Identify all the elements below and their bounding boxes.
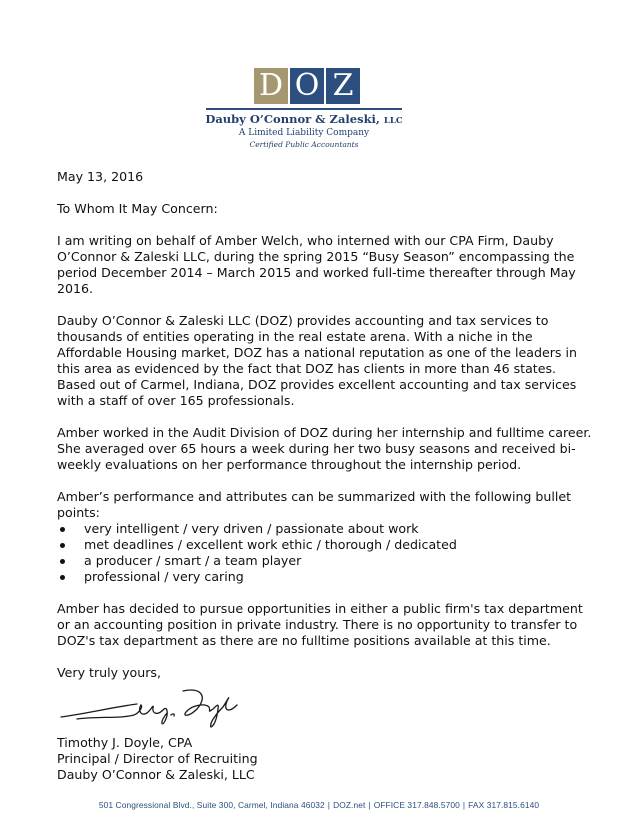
footer-separator: |: [327, 800, 331, 810]
attribute-list: [57, 521, 597, 585]
footer-office-phone: OFFICE 317.848.5700: [373, 800, 460, 810]
footer-separator: |: [462, 800, 466, 810]
list-item: professional / very caring: [57, 569, 597, 585]
paragraph-role: Amber worked in the Audit Division of DOZ during her internship and fulltime career. She averaged over 65 hours a week during her two busy seasons and received bi-weekly evaluations on her performance throughout the internship period.: [57, 425, 592, 472]
footer-address: 501 Congressional Blvd., Suite 300, Carmel, Indiana 46032: [98, 800, 325, 810]
list-item: very intelligent / very driven / passionate about work: [57, 521, 597, 537]
firm-name-suffix: LLC: [383, 116, 403, 126]
footer-fax: FAX 317.815.6140: [468, 800, 540, 810]
letter-body: [57, 169, 597, 783]
letterhead: [202, 68, 406, 152]
firm-name: [202, 112, 406, 126]
doz-logo: [254, 68, 362, 104]
letter-footer: [0, 800, 638, 810]
signer-company: Dauby O’Connor & Zaleski, LLC: [57, 767, 255, 782]
logo-letter-z: Z: [326, 68, 360, 104]
paragraph-summary: Amber’s performance and attributes can be summarized with the following bullet points:: [57, 489, 572, 520]
signer-title: Principal / Director of Recruiting: [57, 751, 258, 766]
footer-website: DOZ.net: [333, 800, 366, 810]
paragraph-closing: Amber has decided to pursue opportunities in either a public firm's tax department or an accounting position in private industry. There is no opportunity to transfer to DOZ's tax department as there are no fulltime positions available at this time.: [57, 601, 583, 648]
logo-divider: [206, 108, 402, 110]
paragraph-intro: I am writing on behalf of Amber Welch, who interned with our CPA Firm, Dauby O’Connor & Zaleski LLC, during the spring 2015 “Busy Season” encompassing the period December 2014 – March 2015 and worked full-time thereafter through May 2016.: [57, 233, 576, 296]
footer-separator: |: [368, 800, 371, 810]
letter-greeting: To Whom It May Concern:: [57, 201, 218, 216]
list-item: met deadlines / excellent work ethic / thorough / dedicated: [57, 537, 597, 553]
firm-name-text: Dauby O’Connor & Zaleski,: [205, 112, 380, 126]
letter-date: May 13, 2016: [57, 169, 144, 184]
list-item: a producer / smart / a team player: [57, 553, 597, 569]
firm-company-type: A Limited Liability Company: [238, 128, 370, 138]
letter-closing: Very truly yours,: [57, 665, 161, 680]
firm-profession: Certified Public Accountants: [249, 140, 359, 149]
signer-name: Timothy J. Doyle, CPA: [57, 735, 193, 750]
logo-letter-o: O: [290, 68, 324, 104]
paragraph-firm: Dauby O’Connor & Zaleski LLC (DOZ) provides accounting and tax services to thousands of entities operating in the real estate arena. With a niche in the Affordable Housing market, DOZ has a national reputation as one of the leaders in this area as evidenced by the fact that DOZ has clients in more than 46 states. Based out of Carmel, Indiana, DOZ provides excellent accounting and tax services with a staff of over 165 professionals.: [57, 313, 577, 408]
signature-icon: [59, 683, 259, 733]
logo-letter-d: D: [254, 68, 288, 104]
handwritten-signature: [57, 681, 597, 735]
